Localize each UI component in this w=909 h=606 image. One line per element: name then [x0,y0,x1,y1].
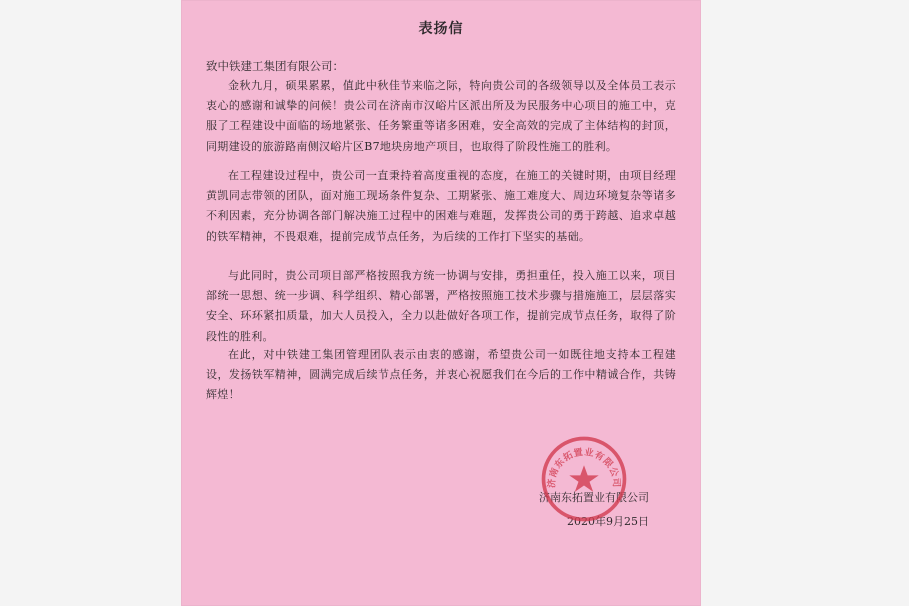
signature-company: 济南东拓置业有限公司 [539,491,649,504]
paragraph-1: 金秋九月，硕果累累，值此中秋佳节来临之际，特向贵公司的各级领导以及全体员工表示衷心的感谢和诚挚的问候！贵公司在济南市汉峪片区派出所及为民服务中心项目的施工中，克服了工程建设中面临的场地紧张、任务繁重等诸多困难，安全高效的完成了主体结构的封顶，同期建设的旅游路南侧汉峪片区B7地块房地产项目，也取得了阶段性施工的胜利。 [206,79,676,153]
company-seal-icon [538,433,630,525]
seal-text: 济南东拓置业有限公司 [546,446,622,489]
letter-title: 表扬信 [418,21,464,37]
paragraph-4: 在此，对中铁建工集团管理团队表示由衷的感谢，希望贵公司一如既往地支持本工程建设，发扬铁军精神，圆满完成后续节点任务，并衷心祝愿我们在今后的工作中精诚合作，共铸辉煌！ [206,348,676,402]
signature-date: 2020年9月25日 [567,515,649,528]
paragraph-2: 在工程建设过程中，贵公司一直秉持着高度重视的态度，在施工的关键时期，由项目经理黄凯同志带领的团队，面对施工现场条件复杂、工期紧张、施工难度大、周边环境复杂等诸多不利因素，充分协调各部门解决施工过程中的困难与难题，发挥贵公司的勇于跨越、追求卓越的铁军精神，不畏艰难，提前完成节点任务，为后续的工作打下坚实的基础。 [206,169,676,243]
letter-page [181,0,701,606]
salutation: 致中铁建工集团有限公司： [206,59,344,73]
paragraph-3: 与此同时，贵公司项目部严格按照我方统一协调与安排，勇担重任，投入施工以来，项目部统一思想、统一步调、科学组织、精心部署，严格按照施工技术步骤与措施施工，层层落实安全、环环紧扣质量，加大人员投入，全力以赴做好各项工作，提前完成节点任务，取得了阶段性的胜利。 [206,269,676,343]
